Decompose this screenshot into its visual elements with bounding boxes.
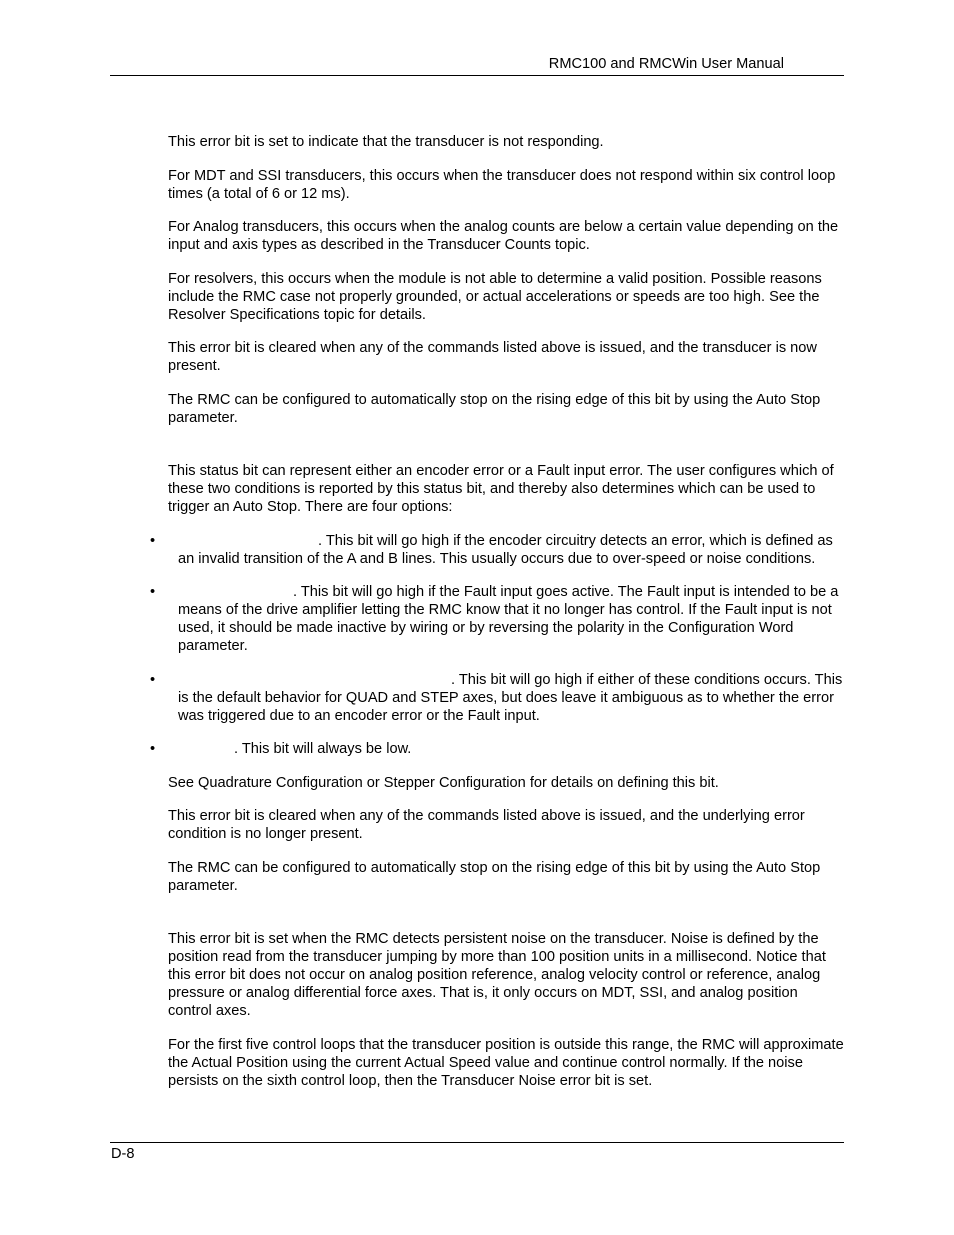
footer-page-number: D-8 bbox=[111, 1146, 135, 1162]
header-title: RMC100 and RMCWin User Manual bbox=[548, 56, 784, 72]
paragraph: For Analog transducers, this occurs when the analog counts are below a certain value depending on the input and axis types as described in the Transducer Counts topic. bbox=[168, 219, 839, 253]
section-spacer bbox=[168, 442, 844, 462]
bullet-icon: • bbox=[150, 584, 156, 600]
paragraph: This error bit is set to indicate that the transducer is not responding. bbox=[168, 134, 604, 150]
paragraph: The RMC can be configured to automatically stop on the rising edge of this bit by using the Auto Stop parameter. bbox=[168, 391, 821, 426]
footer-rule bbox=[110, 1142, 844, 1143]
list-item-text: . This bit will go high if the encoder circuitry detects an error, which is defined as an invalid transition of the A and B lines. This usually occurs due to over-speed or noise conditions. bbox=[178, 532, 833, 567]
paragraph: See Quadrature Configuration or Stepper Configuration for details on defining this bit. bbox=[168, 774, 719, 791]
header-rule bbox=[110, 75, 844, 76]
options-list bbox=[150, 532, 844, 759]
list-item-text: . This bit will always be low. bbox=[234, 741, 412, 757]
paragraph: This status bit can represent either an encoder error or a Fault input error. The user configures which of these two conditions is reported by this status bit, and thereby also determines which can be used to trigger an Auto Stop. There are four options: bbox=[168, 463, 834, 515]
list-item bbox=[150, 671, 844, 725]
paragraph: For resolvers, this occurs when the module is not able to determine a valid position. Possible reasons include the RMC case not properly grounded, or actual accelerations or speeds are too high. See the Resolver Specifications topic for details. bbox=[168, 270, 822, 323]
bullet-icon: • bbox=[150, 741, 156, 757]
paragraph: The RMC can be configured to automatically stop on the rising edge of this bit by using the Auto Stop parameter. bbox=[168, 859, 821, 894]
list-item-text: . This bit will go high if the Fault input goes active. The Fault input is intended to be a means of the drive amplifier letting the RMC know that it no longer has control. If the Fault input is not used, it should be made inactive by wiring or by reversing the polarity in the Configuration Word parameter. bbox=[178, 584, 839, 654]
bullet-icon: • bbox=[150, 532, 156, 549]
paragraph: For MDT and SSI transducers, this occurs when the transducer does not respond within six control loop times (a total of 6 or 12 ms). bbox=[168, 167, 836, 202]
list-item bbox=[150, 740, 844, 758]
list-item bbox=[150, 583, 844, 655]
section-spacer bbox=[168, 910, 844, 930]
list-item bbox=[150, 532, 844, 568]
page-content bbox=[150, 133, 844, 1105]
paragraph: For the first five control loops that the transducer position is outside this range, the RMC will approximate the Actual Position using the current Actual Speed value and continue control normally. If the noise persists on the sixth control loop, then the Transducer Noise error bit is set. bbox=[168, 1036, 844, 1089]
bullet-icon: • bbox=[150, 671, 156, 688]
paragraph: This error bit is set when the RMC detects persistent noise on the transducer. Noise is defined by the position read from the transducer jumping by more than 100 position units in a millisecond. Notice that this error bit does not occur on analog position reference, analog velocity control or reference, analog pressure or analog differential force axes. That is, it only occurs on MDT, SSI, and analog position control axes. bbox=[168, 931, 826, 1019]
paragraph: This error bit is cleared when any of the commands listed above is issued, and the transducer is now present. bbox=[168, 340, 817, 374]
list-item-text: . This bit will go high if either of these conditions occurs. This is the default behavior for QUAD and STEP axes, but does leave it ambiguous as to whether the error was triggered due to an encoder error or the Fault input. bbox=[178, 671, 843, 724]
paragraph: This error bit is cleared when any of the commands listed above is issued, and the underlying error condition is no longer present. bbox=[168, 808, 805, 842]
